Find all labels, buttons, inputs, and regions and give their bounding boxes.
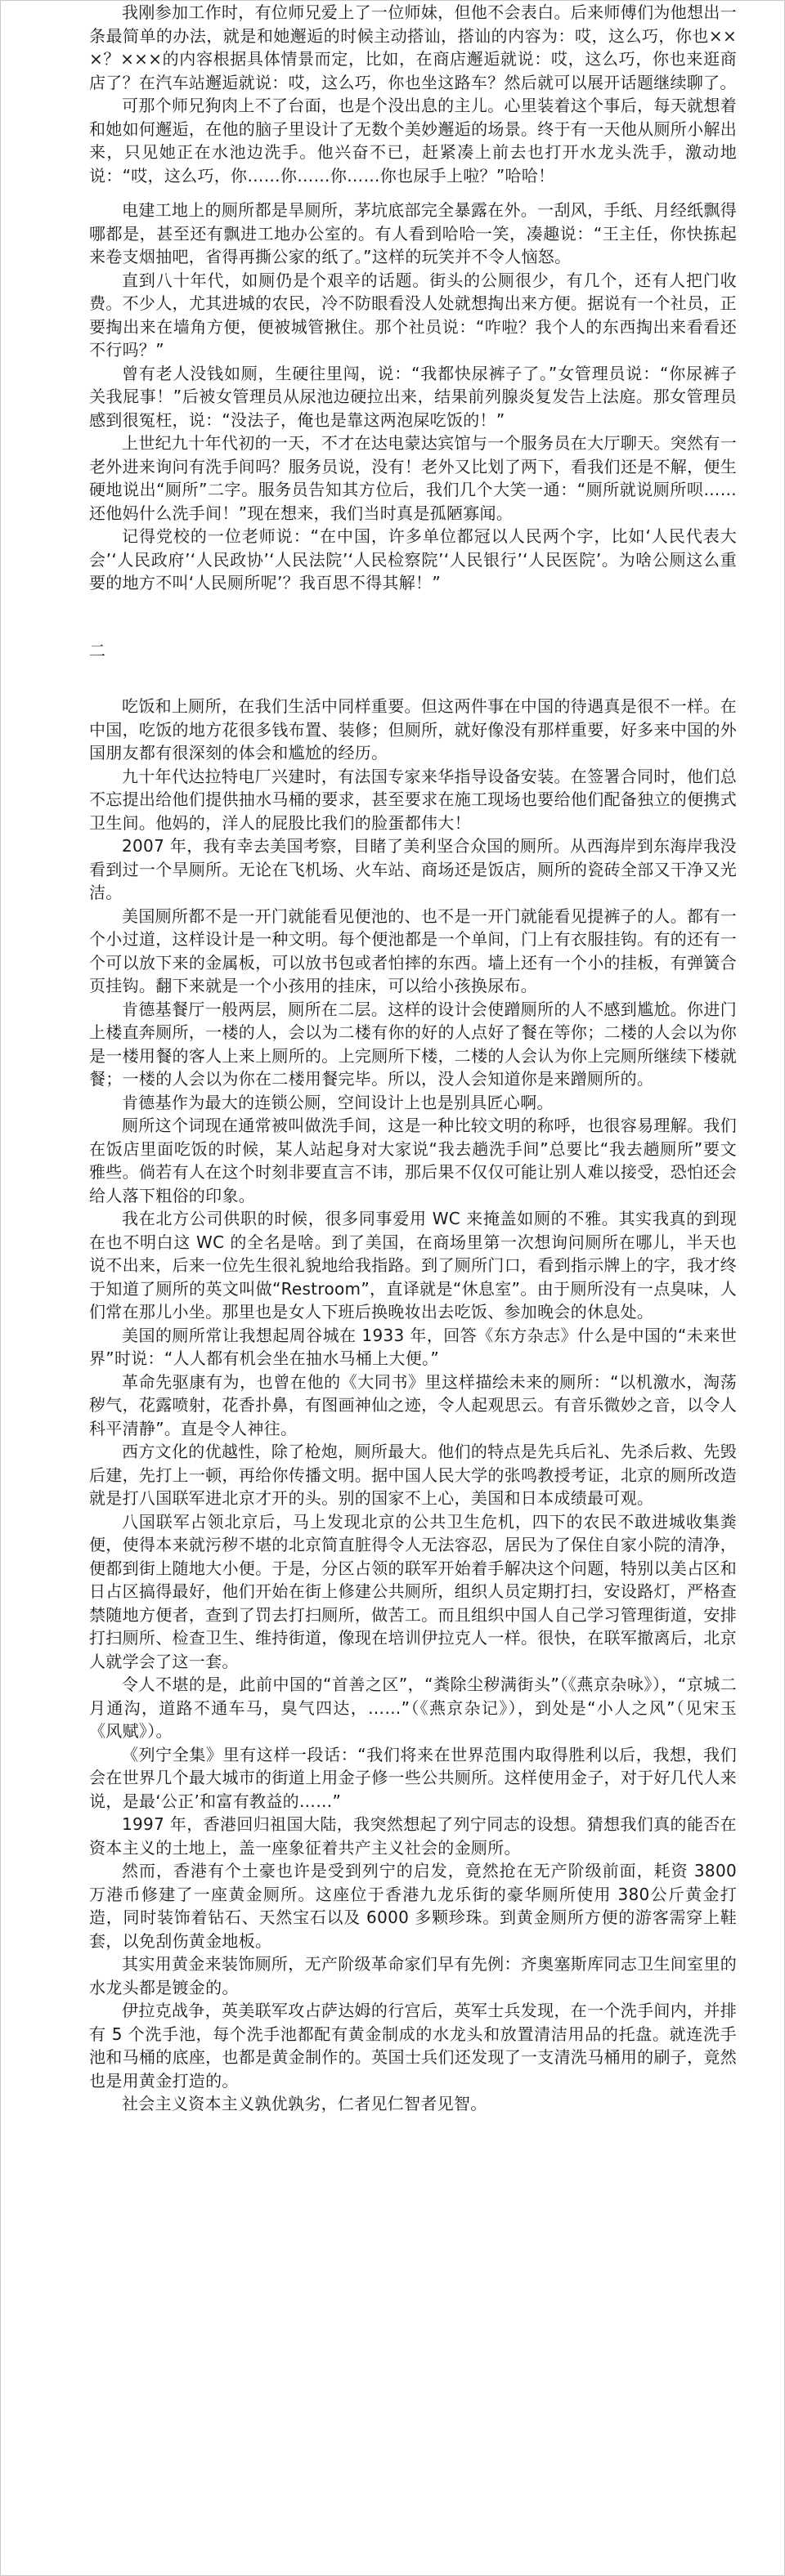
paragraph: 电建工地上的厕所都是旱厕所，茅坑底部完全暴露在外。一刮风，手纸、月经纸飘得哪都是，甚至还有飘进工地办公室的。有人看到哈哈一笑，凑趣说：“王主任，你快拣起来卷支烟抽吧，省得再撕公家的纸了。”这样的玩笑并不令人恼怒。: [89, 200, 737, 266]
paragraph: 令人不堪的是，此前中国的“首善之区”，“粪除尘秽满街头”（《燕京杂咏》），“京城二月通沟，道路不通车马，臭气四达，……”（《燕京杂记》），到处是“小人之风”（见宋玉《风赋》）。: [89, 1675, 737, 1741]
paragraph: 美国的厕所常让我想起周谷城在 1933 年，回答《东方杂志》什么是中国的“未来世界”时说：“人人都有机会坐在抽水马桶上大便。”: [89, 1325, 737, 1368]
paragraph: 西方文化的优越性，除了枪炮，厕所最大。他们的特点是先兵后礼、先杀后救、先毁后建，先打上一顿，再给你传播文明。据中国人民大学的张鸣教授考证，北京的厕所改造就是打八国联军进北京才开的头。别的国家不上心，美国和日本成绩最可观。: [89, 1442, 737, 1508]
paragraph: 厕所这个词现在通常被叫做洗手间，这是一种比较文明的称呼，也很容易理解。我们在饭店里面吃饭的时候，某人站起身对大家说“我去趟洗手间”总要比“我去趟厕所”要文雅些。倘若有人在这个时刻非要直言不讳，那后果不仅仅可能让别人难以接受，恐怕还会给人落下粗俗的印象。: [89, 1116, 737, 1205]
paragraph: 1997 年，香港回归祖国大陆，我突然想起了列宁同志的设想。猜想我们真的能否在资本主义的土地上，盖一座象征着共产主义社会的金厕所。: [89, 1814, 737, 1858]
article-body: [89, 1, 737, 2116]
paragraph: 其实用黄金来装饰厕所，无产阶级革命家们早有先例：齐奥塞斯库同志卫生间室里的水龙头都是镀金的。: [89, 1954, 737, 1997]
paragraph: 革命先驱康有为，也曾在他的《大同书》里这样描绘未来的厕所：“以机激水，淘荡秽气，花露喷射，花香扑鼻，有图画神仙之迹，令人起观思云。有音乐微妙之音，以令人科平清静”。直是令人神往。: [89, 1371, 737, 1438]
paragraph: 记得党校的一位老师说：“在中国，许多单位都冠以人民两个字，比如‘人民代表大会’‘人民政府’‘人民政协’‘人民法院’‘人民检察院’‘人民银行’‘人民医院’。为啥公厕这么重要的地方不叫‘人民厕所呢’？我百思不得其解！”: [89, 526, 737, 593]
paragraph: 上世纪九十年代初的一天，不才在达电蒙达宾馆与一个服务员在大厅聊天。突然有一老外进来询问有洗手间吗？服务员说，没有！老外又比划了两下，看我们还是不解，便生硬地说出“厕所”二字。服务员告知其方位后，我们几个大笑一通：“厕所就说厕所呗……还他妈什么洗手间！”现在想来，我们当时真是孤陋寡闻。: [89, 433, 737, 523]
paragraph: 肯德基作为最大的连锁公厕，空间设计上也是别具匠心啊。: [122, 1092, 554, 1112]
paragraph: 直到八十年代，如厕仍是个艰辛的话题。街头的公厕很少，有几个，还有人把门收费。不少人，尤其进城的农民，冷不防眼看没人处就想掏出来方便。据说有一个社员，正要掏出来在墙角方便，便被城管揪住。那个社员说：“咋啦？我个人的东西掏出来看看还不行吗？”: [89, 270, 737, 360]
paragraph: 我在北方公司供职的时候，很多同事爱用 WC 来掩盖如厕的不雅。其实我真的到现在也不明白这 WC 的全名是啥。到了美国，在商场里第一次想询问厕所在哪儿，半天也说不出来，后来一位先生很礼貌地给我指路。到了厕所门口，看到指示牌上的字，我才终于知道了厕所的英文叫做“Restroom”，直译就是“休息室”。由于厕所没有一点臭味，人们常在那儿小坐。那里也是女人下班后换晚妆出去吃饭、参加晚会的休息处。: [89, 1209, 737, 1322]
paragraph: 然而，香港有个土豪也许是受到列宁的启发，竟然抢在无产阶级前面，耗资 3800 万港币修建了一座黄金厕所。这座位于香港九龙乐街的豪华厕所使用 380公斤黄金打造，同时装饰着钻石、天然宝石以及 6000 多颗珍珠。到黄金厕所方便的游客需穿上鞋套，以免刮伤黄金地板。: [89, 1861, 737, 1951]
paragraph: 吃饭和上厕所，在我们生活中同样重要。但这两件事在中国的待遇真是很不一样。在中国，吃饭的地方花很多钱布置、装修；但厕所，就好像没有那样重要，好多来中国的外国朋友都有很深刻的体会和尴尬的经历。: [89, 696, 737, 763]
paragraph: 美国厕所都不是一开门就能看见便池的、也不是一开门就能看见提裤子的人。都有一个小过道，这样设计是一种文明。每个便池都是一个单间，门上有衣服挂钩。有的还有一个可以放下来的金属板，可以放书包或者怕摔的东西。墙上还有一个小的挂板，有弹簧合页挂钩。翻下来就是一个小孩用的挂床，可以给小孩换尿布。: [89, 906, 737, 995]
paragraph: 我刚参加工作时，有位师兄爱上了一位师妹，但他不会表白。后来师傅们为他想出一条最简单的办法，就是和她邂逅的时候主动搭讪，搭讪的内容为：哎，这么巧，你也×××？×××的内容根据具体情景而定，比如，在商店邂逅就说：哎，这么巧，你也来逛商店了？在汽车站邂逅就说：哎，这么巧，你也坐这路车？然后就可以展开话题继续聊了。: [89, 2, 737, 92]
paragraph: 伊拉克战争，英美联军攻占萨达姆的行宫后，英军士兵发现，在一个洗手间内，并排有 5 个洗手池，每个洗手池都配有黄金制成的水龙头和放置清洁用品的托盘。就连洗手池和马桶的底座，也都是黄金制作的。英国士兵们还发现了一支清洗马桶用的刷子，竟然也是用黄金打造的。: [89, 2001, 737, 2091]
paragraph: 社会主义资本主义孰优孰劣，仁者见仁智者见智。: [122, 2094, 487, 2113]
paragraph: 《列宁全集》里有这样一段话：“我们将来在世界范围内取得胜利以后，我想，我们会在世界几个最大城市的街道上用金子修一些公共厕所。这样使用金子，对于好几代人来说，是最‘公正’和富有教益的……”: [89, 1744, 737, 1811]
paragraph: 九十年代达拉特电厂兴建时，有法国专家来华指导设备安装。在签署合同时，他们总不忘提出给他们提供抽水马桶的要求，甚至要求在施工现场也要给他们配备独立的便携式卫生间。他妈的，洋人的屁股比我们的脸蛋都伟大！: [89, 766, 737, 833]
paragraph: 肯德基餐厅一般两层，厕所在二层。这样的设计会使蹭厕所的人不感到尴尬。你进门上楼直奔厕所，一楼的人，会以为二楼有你的好的人点好了餐在等你；二楼的人会以为你是一楼用餐的客人上来上厕所的。上完厕所下楼，二楼的人会认为你上完厕所继续下楼就餐；一楼的人会以为你在二楼用餐完毕。所以，没人会知道你是来蹭厕所的。: [89, 999, 737, 1089]
paragraph: 可那个师兄狗肉上不了台面，也是个没出息的主儿。心里装着这个事后，每天就想着和她如何邂逅，在他的脑子里设计了无数个美妙邂逅的场景。终于有一天他从厕所小解出来，只见她正在水池边洗手。他兴奋不已，赶紧凑上前去也打开水龙头洗手，激动地说：“哎，这么巧，你……你……你……你也尿手上啦？”哈哈！: [89, 96, 737, 186]
paragraph: 八国联军占领北京后，马上发现北京的公共卫生危机，四下的农民不敢进城收集粪便，使得本来就污秽不堪的北京简直脏得令人无法容忍，居民为了保住自家小院的清净，便都到街上随地大小便。于是，分区占领的联军开始着手解决这个问题，特别以美占区和日占区搞得最好，他们开始在街上修建公共厕所，组织人员定期打扫，安设路灯，严格查禁随地方便者，查到了罚去打扫厕所，做苦工。而且组织中国人自己学习管理街道，安排打扫厕所、检查卫生、维持街道，像现在培训伊拉克人一样。很快，在联军撤离后，北京人就学会了这一套。: [89, 1511, 737, 1671]
section-heading: 二: [89, 640, 106, 660]
paragraph: 曾有老人没钱如厕，生硬往里闯，说：“我都快尿裤子了。”女管理员说：“你尿裤子关我屁事！”后被女管理员从尿池边硬拉出来，结果前列腺炎复发告上法庭。那女管理员感到很冤枉，说：“没法子，俺也是靠这两泡屎吃饭的！”: [89, 363, 737, 430]
paragraph: 2007 年，我有幸去美国考察，目睹了美利坚合众国的厕所。从西海岸到东海岸我没看到过一个旱厕所。无论在飞机场、火车站、商场还是饭店，厕所的瓷砖全部又干净又光洁。: [89, 836, 737, 902]
paragraph-gap: [89, 187, 737, 199]
